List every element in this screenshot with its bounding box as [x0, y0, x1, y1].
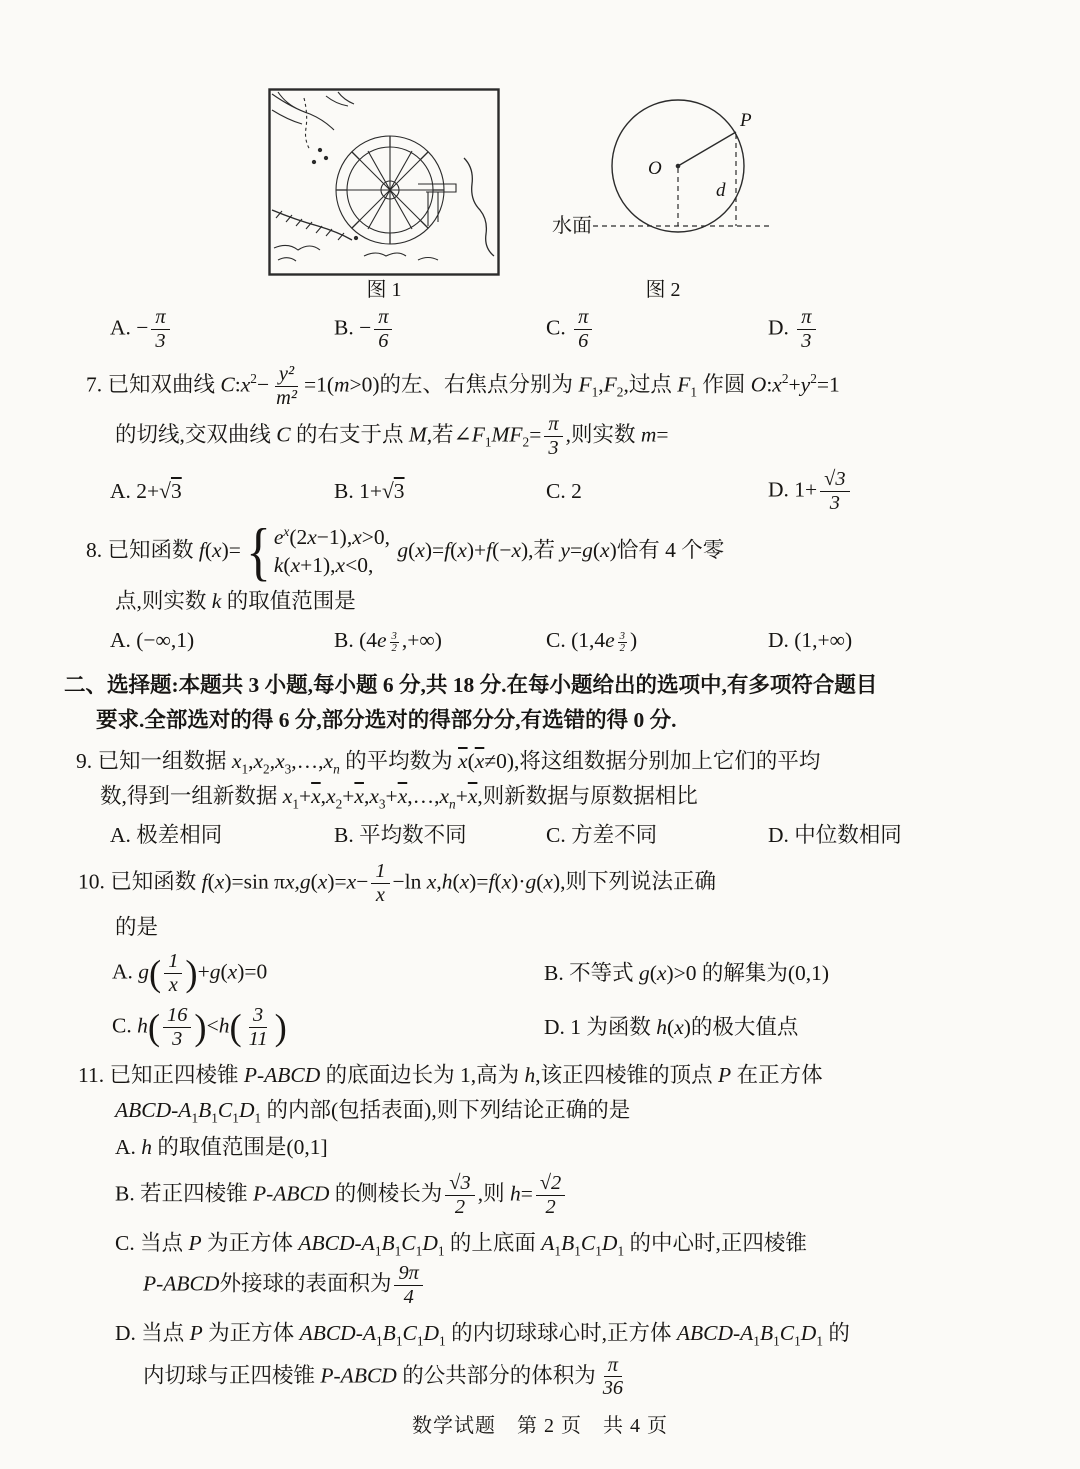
q8-option-b: B. (4e $\frac{3}{2}$ ,+∞) [334, 627, 442, 654]
question-6-options [0, 306, 1080, 353]
question-11-line-1: 11. 已知正四棱锥 P-ABCD 的底面边长为 1,高为 h,该正四棱锥的顶点 P 在正方体 [78, 1063, 823, 1088]
question-10-options-ab [0, 950, 1080, 997]
question-8-line-2: 点,则实数 k 的取值范围是 [115, 588, 356, 613]
q6-option-a: A. − $\frac{\pi}{3}$ [110, 306, 334, 353]
q7-option-a: A. 2+√3 [110, 479, 182, 504]
question-8-options [0, 624, 1080, 657]
q11-option-c-line-1: C. 当点 P 为正方体 ABCD-$A_1B_1C_1D_1$ 的上底面 $A_1B_1C_1D_1$ 的中心时,正四棱锥 [115, 1230, 807, 1259]
question-9-line-1: 9. 已知一组数据 $x_1,x_2,x_3,\dots,x_n$ 的平均数为 $\overline{x}(\overline{x}\ne 0)$,将这组数据分别加上它们的平均 [76, 748, 821, 777]
q10-option-c: C. h( $\frac{16}{3}$ )<h( $\frac{3}{11}$ ) [112, 1004, 287, 1051]
q9-option-b: B. 平均数不同 [334, 822, 467, 847]
q11-option-d-line-1: D. 当点 P 为正方体 ABCD-$A_1B_1C_1D_1$ 的内切球球心时,正方体 ABCD-$A_1B_1C_1D_1$ 的 [115, 1320, 850, 1348]
question-7-line-1: 7. 已知双曲线 $C:x^2-$ $\frac{\text{y²}}{\text{m²}}$ =1(m>0)的左、右焦点分别为 $F_1,F_2$,过点 $F_1$ 作圆 $O:x^2+y^2=1$ [86, 362, 840, 409]
q11-option-c-line-2: P-ABCD外接球的表面积为 $\frac{9\pi}{4}$ [0, 1262, 1080, 1309]
question-10-line-2: 的是 [115, 914, 159, 939]
q9-option-d: D. 中位数相同 [768, 822, 902, 847]
figures-block [0, 86, 1080, 301]
fig2-distance-d-label: d [716, 180, 726, 201]
q9-option-a: A. 极差相同 [110, 822, 223, 847]
section-2-header-line-2: 要求.全部选对的得 6 分,部分选对的得部分分,有选错的得 0 分. [96, 707, 677, 732]
q11-option-a: A. h 的取值范围是(0,1] [115, 1135, 328, 1160]
waterwheel-figure [268, 88, 500, 276]
q7-option-c: C. 2 [546, 479, 582, 504]
fig2-water-surface-label: 水面 [552, 215, 592, 237]
section-2-header-line-1: 二、选择题:本题共 3 小题,每小题 6 分,共 18 分.在每小题给出的选项中,有多项符合题目 [64, 672, 878, 697]
page-footer: 数学试题 第 2 页 共 4 页 [412, 1415, 668, 1437]
q10-option-b: B. 不等式 g(x)>0 的解集为(0,1) [544, 960, 830, 985]
fig2-center-o-label: O [648, 158, 662, 179]
question-10-line-1: 10. 已知函数 f(x)=sin πx,g(x)=x− $\frac{1}{x}$ −ln x,h(x)=f(x)·g(x),则下列说法正确 [78, 859, 716, 906]
q8-option-a: A. (−∞,1) [110, 627, 195, 652]
fig2-point-p-label: P [740, 110, 752, 131]
question-7-options [0, 468, 1080, 515]
question-9-options [0, 819, 1080, 852]
question-9-line-2: 数,得到一组新数据 $x_1+\overline{x},x_2+\overline{x},x_3+\overline{x},\dots,x_n+\overline{x}$,则新数据与原数据相比 [100, 783, 698, 812]
question-7-line-2: 的切线,交双曲线 C 的右支于点 M,若$\angle F_1MF_2=$ $\frac{\pi}{3}$ ,则实数 m= [115, 413, 669, 460]
q8-option-c: C. (1,4e $\frac{3}{2}$ ) [546, 627, 638, 654]
q7-option-b: B. 1+√3 [334, 479, 405, 504]
q8-option-d: D. (1,+∞) [768, 627, 853, 652]
q9-option-c: C. 方差不同 [546, 822, 658, 847]
question-11-line-2: ABCD-$A_1B_1C_1D_1$ 的内部(包括表面),则下列结论正确的是 [115, 1098, 631, 1126]
question-10-options-cd [0, 1004, 1080, 1051]
q6-option-c: C. $\frac{\pi}{6}$ [546, 306, 768, 353]
question-8-line-1: 8. 已知函数 f(x)= { $e^x(2x-1),x>0$, k(x+1),x<0, g(x)=f(x)+f(−x),若 y=g(x)恰有 4 个零 [86, 515, 725, 587]
q6-option-d: D. $\frac{\pi}{3}$ [768, 306, 1080, 353]
q10-option-d: D. 1 为函数 h(x)的极大值点 [544, 1015, 799, 1040]
q10-option-a: A. g( $\frac{1}{x}$ )+g(x)=0 [112, 949, 268, 996]
q6-option-b: B. − $\frac{\pi}{6}$ [334, 306, 546, 353]
q11-option-d-line-2: 内切球与正四棱锥 P-ABCD 的公共部分的体积为 $\frac{\pi}{36}$ [143, 1353, 624, 1400]
figure1-caption: 图 1 [366, 279, 402, 301]
q7-option-d: D. 1+ $\frac{√3}{3}$ [768, 468, 1080, 515]
q11-option-b: B. 若正四棱锥 P-ABCD 的侧棱长为 $\frac{√3}{2}$ ,则 h= $\frac{√2}{2}$ [0, 1172, 1080, 1219]
figure2-caption: 图 2 [645, 279, 681, 301]
